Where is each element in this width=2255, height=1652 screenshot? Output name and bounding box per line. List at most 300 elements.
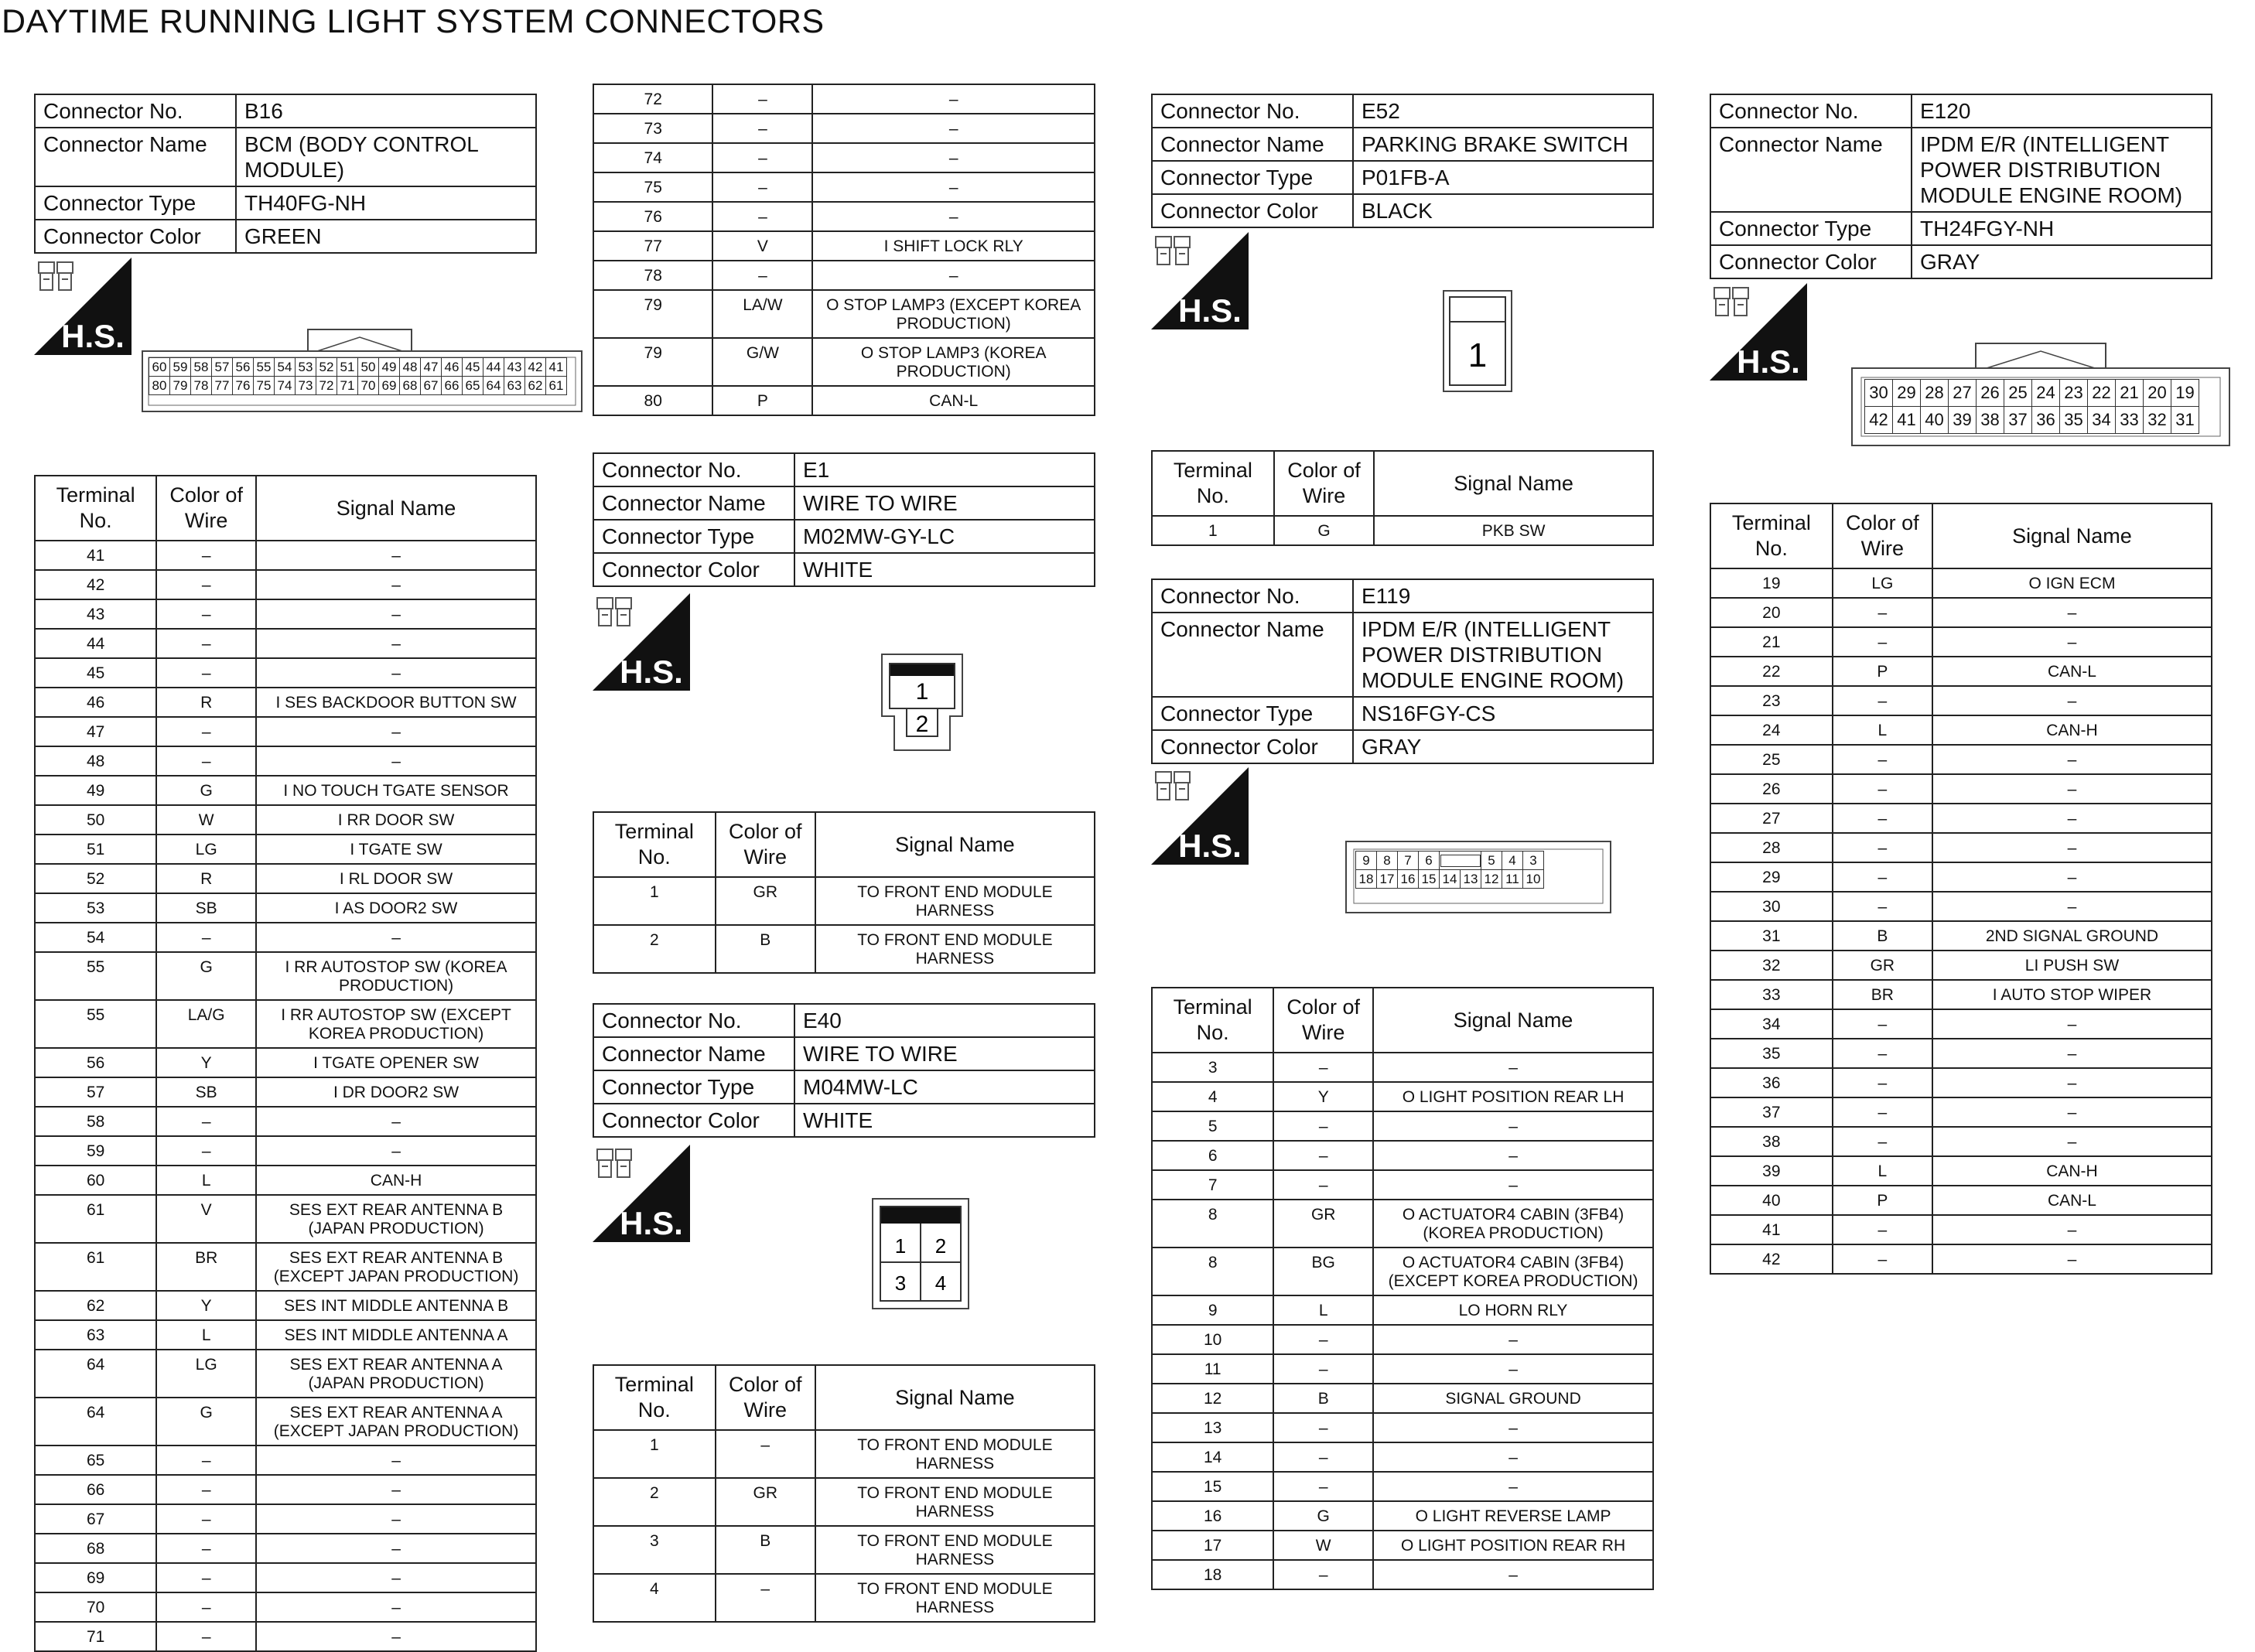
signal-name-cell: I RR DOOR SW <box>256 805 536 835</box>
pin-cell: 26 <box>1977 380 2004 407</box>
signal-name-cell: I TGATE SW <box>256 835 536 864</box>
wire-color-cell: W <box>156 805 256 835</box>
terminal-no-cell: 44 <box>35 629 156 658</box>
pin-cell: 44 <box>483 358 504 377</box>
connector-e1-face <box>876 651 969 757</box>
label-connector-no: Connector No. <box>593 453 794 486</box>
terminal-no-cell: 34 <box>1710 1009 1833 1039</box>
pin-cell: 77 <box>212 377 233 395</box>
header-terminal-no: Terminal No. <box>1710 503 1833 568</box>
terminal-no-cell: 66 <box>35 1475 156 1504</box>
wire-color-cell: – <box>156 541 256 570</box>
table-row <box>1710 715 2212 745</box>
harness-side-icon <box>593 593 690 691</box>
wire-color-cell: – <box>1273 1111 1373 1141</box>
table-row <box>593 1526 1095 1574</box>
table-row <box>35 1563 536 1592</box>
wire-color-cell: – <box>156 1563 256 1592</box>
terminal-no-cell: 69 <box>35 1563 156 1592</box>
pin-cell: 19 <box>2171 380 2199 407</box>
terminal-table-e40 <box>593 1364 1095 1623</box>
pin-cell: 71 <box>337 377 358 395</box>
table-row <box>35 599 536 629</box>
wire-color-cell: GR <box>1833 951 1932 980</box>
pin-cell: 43 <box>504 358 525 377</box>
label-connector-type: Connector Type <box>593 520 794 553</box>
header-color-of-wire: Color of Wire <box>1833 503 1932 568</box>
wire-color-cell: – <box>1833 833 1932 862</box>
pin-cell: 47 <box>421 358 442 377</box>
wire-color-cell: – <box>712 114 812 143</box>
terminal-no-cell: 39 <box>1710 1156 1833 1186</box>
wire-color-cell: – <box>1833 1097 1932 1127</box>
terminal-no-cell: 23 <box>1710 686 1833 715</box>
pin-cell: 24 <box>2032 380 2060 407</box>
table-row <box>35 776 536 805</box>
label-connector-color: Connector Color <box>1710 245 1912 278</box>
terminal-no-cell: 28 <box>1710 833 1833 862</box>
connector-name-value: WIRE TO WIRE <box>794 486 1095 520</box>
pin-cell: 72 <box>316 377 337 395</box>
pin-cell: 41 <box>1893 407 1921 434</box>
terminal-no-cell: 36 <box>1710 1068 1833 1097</box>
table-row <box>1710 1127 2212 1156</box>
table-row <box>1710 598 2212 627</box>
header-signal-name: Signal Name <box>815 1365 1095 1430</box>
table-row <box>35 1166 536 1195</box>
signal-name-cell: – <box>1373 1413 1653 1442</box>
connector-name-value: WIRE TO WIRE <box>794 1037 1095 1070</box>
terminal-no-cell: 70 <box>35 1592 156 1622</box>
terminal-table-b16 <box>34 475 537 1652</box>
wire-color-cell: R <box>156 688 256 717</box>
wire-color-cell: LA/G <box>156 1000 256 1048</box>
signal-name-cell: LI PUSH SW <box>1932 951 2212 980</box>
signal-name-cell: O STOP LAMP3 (EXCEPT KOREA PRODUCTION) <box>812 290 1095 338</box>
connector-name-value: IPDM E/R (INTELLIGENT POWER DISTRIBUTION MODULE ENGINE ROOM) <box>1912 128 2212 212</box>
pin-cell: 23 <box>2060 380 2088 407</box>
table-row <box>593 1430 1095 1478</box>
connector-no-value: E40 <box>794 1004 1095 1037</box>
connector-e119-face <box>1344 840 1612 918</box>
terminal-no-cell: 49 <box>35 776 156 805</box>
signal-name-cell: – <box>812 143 1095 172</box>
table-row <box>1710 921 2212 951</box>
wire-color-cell: – <box>156 658 256 688</box>
terminal-no-cell: 8 <box>1152 1200 1273 1248</box>
wire-color-cell: W <box>1273 1531 1373 1560</box>
label-connector-no: Connector No. <box>1152 579 1353 613</box>
wire-color-cell: – <box>156 599 256 629</box>
signal-name-cell: TO FRONT END MODULE HARNESS <box>815 1574 1095 1622</box>
pin-cell: 9 <box>1356 852 1377 870</box>
wire-color-cell: – <box>1273 1560 1373 1589</box>
pin-cell: 36 <box>2032 407 2060 434</box>
table-row <box>1710 892 2212 921</box>
table-row <box>35 1136 536 1166</box>
terminal-no-cell: 73 <box>593 114 712 143</box>
header-color-of-wire: Color of Wire <box>1273 988 1373 1053</box>
table-row <box>35 1243 536 1291</box>
table-row <box>35 1291 536 1320</box>
pin-label: 4 <box>934 1271 947 1295</box>
table-row <box>35 1398 536 1446</box>
hs-label: H.S. <box>620 1205 683 1241</box>
pin-cell: 7 <box>1398 852 1419 870</box>
wire-color-cell: LA/W <box>712 290 812 338</box>
wire-color-cell: – <box>1833 1009 1932 1039</box>
connector-name-value: PARKING BRAKE SWITCH <box>1353 128 1653 161</box>
table-row <box>35 1000 536 1048</box>
table-row <box>1152 1325 1653 1354</box>
pin-cell: 62 <box>525 377 546 395</box>
signal-name-cell: – <box>256 746 536 776</box>
header-terminal-no: Terminal No. <box>1152 451 1274 516</box>
wire-color-cell: GR <box>1273 1200 1373 1248</box>
label-connector-no: Connector No. <box>35 94 236 128</box>
table-row <box>1152 1248 1653 1295</box>
terminal-no-cell: 80 <box>593 386 712 415</box>
pin-cell: 40 <box>1921 407 1949 434</box>
terminal-no-cell: 31 <box>1710 921 1833 951</box>
signal-name-cell: – <box>1932 1068 2212 1097</box>
terminal-table-e1 <box>593 811 1095 974</box>
label-connector-color: Connector Color <box>35 220 236 253</box>
table-row <box>35 717 536 746</box>
table-row <box>1710 568 2212 598</box>
table-row <box>35 1622 536 1651</box>
hs-label: H.S. <box>1737 343 1800 380</box>
pin-cell: 32 <box>2144 407 2171 434</box>
table-row <box>1710 980 2212 1009</box>
pin-label: 2 <box>934 1234 947 1258</box>
wire-color-cell: – <box>1833 774 1932 804</box>
terminal-no-cell: 14 <box>1152 1442 1273 1472</box>
harness-side-icon <box>1151 232 1249 329</box>
connector-e120-info <box>1710 94 2212 279</box>
terminal-no-cell: 76 <box>593 202 712 231</box>
signal-name-cell: TO FRONT END MODULE HARNESS <box>815 1478 1095 1526</box>
pin-grid <box>149 357 567 395</box>
table-row <box>35 541 536 570</box>
signal-name-cell: – <box>256 1592 536 1622</box>
pin-cell: 30 <box>1865 380 1893 407</box>
wire-color-cell: – <box>156 746 256 776</box>
label-connector-type: Connector Type <box>1152 697 1353 730</box>
terminal-no-cell: 1 <box>1152 516 1274 545</box>
pin-gap <box>1440 852 1481 870</box>
harness-side-icon <box>1710 283 1807 381</box>
table-row <box>35 952 536 1000</box>
signal-name-cell: CAN-H <box>256 1166 536 1195</box>
pin-cell: 18 <box>1356 870 1377 889</box>
terminal-no-cell: 22 <box>1710 657 1833 686</box>
signal-name-cell: O IGN ECM <box>1932 568 2212 598</box>
wire-color-cell: – <box>156 1504 256 1534</box>
terminal-no-cell: 72 <box>593 84 712 114</box>
table-row <box>1710 774 2212 804</box>
pin-cell: 48 <box>400 358 421 377</box>
terminal-no-cell: 27 <box>1710 804 1833 833</box>
table-row <box>35 1446 536 1475</box>
terminal-no-cell: 15 <box>1152 1472 1273 1501</box>
label-connector-color: Connector Color <box>593 1104 794 1137</box>
wire-color-cell: – <box>156 1107 256 1136</box>
pin-cell: 70 <box>358 377 379 395</box>
terminal-no-cell: 45 <box>35 658 156 688</box>
wire-color-cell: – <box>156 717 256 746</box>
pin-cell: 50 <box>358 358 379 377</box>
table-row <box>35 1077 536 1107</box>
pin-cell: 15 <box>1419 870 1440 889</box>
wire-color-cell: Y <box>1273 1082 1373 1111</box>
signal-name-cell: – <box>256 1534 536 1563</box>
table-row <box>1152 1053 1653 1082</box>
table-row <box>1710 951 2212 980</box>
signal-name-cell: PKB SW <box>1374 516 1653 545</box>
wire-color-cell: – <box>156 1534 256 1563</box>
connector-no-value: E119 <box>1353 579 1653 613</box>
signal-name-cell: O ACTUATOR4 CABIN (3FB4) (KOREA PRODUCTION) <box>1373 1200 1653 1248</box>
connector-type-value: M04MW-LC <box>794 1070 1095 1104</box>
connector-b16-face <box>141 326 583 417</box>
table-row <box>1710 1068 2212 1097</box>
wire-color-cell: R <box>156 864 256 893</box>
wire-color-cell: – <box>1833 745 1932 774</box>
signal-name-cell: I SHIFT LOCK RLY <box>812 231 1095 261</box>
pin-cell: 65 <box>463 377 483 395</box>
wire-color-cell: – <box>1833 804 1932 833</box>
signal-name-cell: I DR DOOR2 SW <box>256 1077 536 1107</box>
connector-b16-info <box>34 94 537 254</box>
table-row <box>593 925 1095 973</box>
table-row <box>35 658 536 688</box>
table-row <box>1710 627 2212 657</box>
signal-name-cell: – <box>1373 1111 1653 1141</box>
terminal-no-cell: 8 <box>1152 1248 1273 1295</box>
terminal-no-cell: 57 <box>35 1077 156 1107</box>
harness-side-icon <box>34 258 132 355</box>
signal-name-cell: TO FRONT END MODULE HARNESS <box>815 1430 1095 1478</box>
terminal-no-cell: 63 <box>35 1320 156 1350</box>
signal-name-cell: CAN-L <box>1932 657 2212 686</box>
terminal-no-cell: 33 <box>1710 980 1833 1009</box>
terminal-no-cell: 1 <box>593 877 716 925</box>
wire-color-cell: P <box>712 386 812 415</box>
signal-name-cell: – <box>256 1504 536 1534</box>
pin-cell: 67 <box>421 377 442 395</box>
signal-name-cell: I AS DOOR2 SW <box>256 893 536 923</box>
signal-name-cell: – <box>1932 686 2212 715</box>
signal-name-cell: I SES BACKDOOR BUTTON SW <box>256 688 536 717</box>
signal-name-cell: O LIGHT POSITION REAR LH <box>1373 1082 1653 1111</box>
table-row <box>593 172 1095 202</box>
connector-color-value: GRAY <box>1912 245 2212 278</box>
terminal-no-cell: 51 <box>35 835 156 864</box>
signal-name-cell: SES EXT REAR ANTENNA B (JAPAN PRODUCTION) <box>256 1195 536 1243</box>
signal-name-cell: SES EXT REAR ANTENNA A (JAPAN PRODUCTION) <box>256 1350 536 1398</box>
signal-name-cell: SES EXT REAR ANTENNA B (EXCEPT JAPAN PRODUCTION) <box>256 1243 536 1291</box>
pin-cell: 13 <box>1461 870 1481 889</box>
hs-label: H.S. <box>61 318 125 354</box>
label-connector-type: Connector Type <box>593 1070 794 1104</box>
table-row <box>1152 1295 1653 1325</box>
signal-name-cell: – <box>256 1446 536 1475</box>
connector-no-value: E1 <box>794 453 1095 486</box>
table-row <box>593 84 1095 114</box>
pin-cell: 22 <box>2088 380 2116 407</box>
terminal-no-cell: 54 <box>35 923 156 952</box>
terminal-no-cell: 13 <box>1152 1413 1273 1442</box>
terminal-no-cell: 65 <box>35 1446 156 1475</box>
terminal-no-cell: 11 <box>1152 1354 1273 1384</box>
pin-cell: 53 <box>296 358 316 377</box>
terminal-no-cell: 35 <box>1710 1039 1833 1068</box>
terminal-no-cell: 75 <box>593 172 712 202</box>
terminal-no-cell: 5 <box>1152 1111 1273 1141</box>
signal-name-cell: – <box>1373 1053 1653 1082</box>
terminal-no-cell: 21 <box>1710 627 1833 657</box>
signal-name-cell: I NO TOUCH TGATE SENSOR <box>256 776 536 805</box>
terminal-no-cell: 61 <box>35 1243 156 1291</box>
table-row <box>35 1534 536 1563</box>
pin-cell: 41 <box>546 358 567 377</box>
pin-cell: 76 <box>233 377 254 395</box>
signal-name-cell: O STOP LAMP3 (KOREA PRODUCTION) <box>812 338 1095 386</box>
wire-color-cell: – <box>712 84 812 114</box>
signal-name-cell: – <box>256 1475 536 1504</box>
pin-cell: 66 <box>442 377 463 395</box>
terminal-no-cell: 37 <box>1710 1097 1833 1127</box>
wire-color-cell: – <box>1833 1244 1932 1274</box>
pin-cell: 80 <box>149 377 170 395</box>
header-color-of-wire: Color of Wire <box>1274 451 1374 516</box>
signal-name-cell: I RL DOOR SW <box>256 864 536 893</box>
terminal-no-cell: 79 <box>593 338 712 386</box>
terminal-no-cell: 41 <box>35 541 156 570</box>
wire-color-cell: SB <box>156 1077 256 1107</box>
terminal-no-cell: 71 <box>35 1622 156 1651</box>
pin-cell: 10 <box>1523 870 1544 889</box>
signal-name-cell: – <box>1932 598 2212 627</box>
terminal-no-cell: 64 <box>35 1350 156 1398</box>
terminal-no-cell: 7 <box>1152 1170 1273 1200</box>
wire-color-cell: G/W <box>712 338 812 386</box>
pin-cell: 52 <box>316 358 337 377</box>
terminal-no-cell: 46 <box>35 688 156 717</box>
terminal-no-cell: 40 <box>1710 1186 1833 1215</box>
wire-color-cell: L <box>156 1166 256 1195</box>
table-row <box>1710 1009 2212 1039</box>
table-row <box>1710 686 2212 715</box>
table-row <box>1152 1354 1653 1384</box>
pin-cell: 33 <box>2116 407 2144 434</box>
wire-color-cell: – <box>1833 1068 1932 1097</box>
signal-name-cell: – <box>1932 1215 2212 1244</box>
pin-cell: 46 <box>442 358 463 377</box>
pin-grid <box>1355 851 1544 889</box>
pin-cell: 14 <box>1440 870 1461 889</box>
page-title: DAYTIME RUNNING LIGHT SYSTEM CONNECTORS <box>2 3 825 40</box>
wire-color-cell: – <box>156 570 256 599</box>
table-row <box>1710 1215 2212 1244</box>
table-row <box>1152 1170 1653 1200</box>
terminal-no-cell: 48 <box>35 746 156 776</box>
pin-cell: 57 <box>212 358 233 377</box>
wire-color-cell: GR <box>716 1478 815 1526</box>
terminal-no-cell: 42 <box>1710 1244 1833 1274</box>
connector-e1-info <box>593 452 1095 587</box>
signal-name-cell: – <box>1373 1141 1653 1170</box>
terminal-table-b16-continued <box>593 84 1095 416</box>
wire-color-cell: – <box>1273 1170 1373 1200</box>
terminal-no-cell: 74 <box>593 143 712 172</box>
signal-name-cell: – <box>1932 1009 2212 1039</box>
table-row <box>1152 1472 1653 1501</box>
connector-name-value: IPDM E/R (INTELLIGENT POWER DISTRIBUTION MODULE ENGINE ROOM) <box>1353 613 1653 697</box>
signal-name-cell: – <box>1932 627 2212 657</box>
terminal-no-cell: 20 <box>1710 598 1833 627</box>
table-row <box>35 1320 536 1350</box>
header-terminal-no: Terminal No. <box>35 476 156 541</box>
pin-cell: 4 <box>1502 852 1523 870</box>
pin-cell: 34 <box>2088 407 2116 434</box>
table-row <box>35 629 536 658</box>
signal-name-cell: – <box>1373 1354 1653 1384</box>
terminal-no-cell: 42 <box>35 570 156 599</box>
pin-cell: 8 <box>1377 852 1398 870</box>
header-terminal-no: Terminal No. <box>1152 988 1273 1053</box>
terminal-no-cell: 52 <box>35 864 156 893</box>
wire-color-cell: – <box>156 1446 256 1475</box>
pin-cell: 12 <box>1481 870 1502 889</box>
table-row <box>35 1475 536 1504</box>
terminal-no-cell: 17 <box>1152 1531 1273 1560</box>
wire-color-cell: – <box>1833 862 1932 892</box>
table-row <box>593 386 1095 415</box>
pin-cell: 3 <box>1523 852 1544 870</box>
terminal-no-cell: 4 <box>593 1574 716 1622</box>
pin-cell: 61 <box>546 377 567 395</box>
label-connector-no: Connector No. <box>1152 94 1353 128</box>
wire-color-cell: – <box>712 143 812 172</box>
terminal-no-cell: 32 <box>1710 951 1833 980</box>
wire-color-cell: G <box>1274 516 1374 545</box>
signal-name-cell: – <box>256 570 536 599</box>
pin-cell: 31 <box>2171 407 2199 434</box>
header-color-of-wire: Color of Wire <box>716 1365 815 1430</box>
pin-label: 1 <box>915 679 929 705</box>
connector-e52-info <box>1151 94 1654 228</box>
table-row <box>35 835 536 864</box>
table-row <box>35 864 536 893</box>
signal-name-cell: LO HORN RLY <box>1373 1295 1653 1325</box>
pin-cell: 25 <box>2004 380 2032 407</box>
pin-cell: 35 <box>2060 407 2088 434</box>
terminal-no-cell: 56 <box>35 1048 156 1077</box>
signal-name-cell: – <box>812 114 1095 143</box>
label-connector-color: Connector Color <box>1152 730 1353 763</box>
pin-cell: 68 <box>400 377 421 395</box>
label-connector-name: Connector Name <box>593 1037 794 1070</box>
pin-cell: 37 <box>2004 407 2032 434</box>
table-row <box>1710 862 2212 892</box>
terminal-no-cell: 29 <box>1710 862 1833 892</box>
wire-color-cell: – <box>1833 598 1932 627</box>
terminal-table-e52 <box>1151 450 1654 546</box>
table-row <box>1710 1097 2212 1127</box>
table-row <box>35 688 536 717</box>
